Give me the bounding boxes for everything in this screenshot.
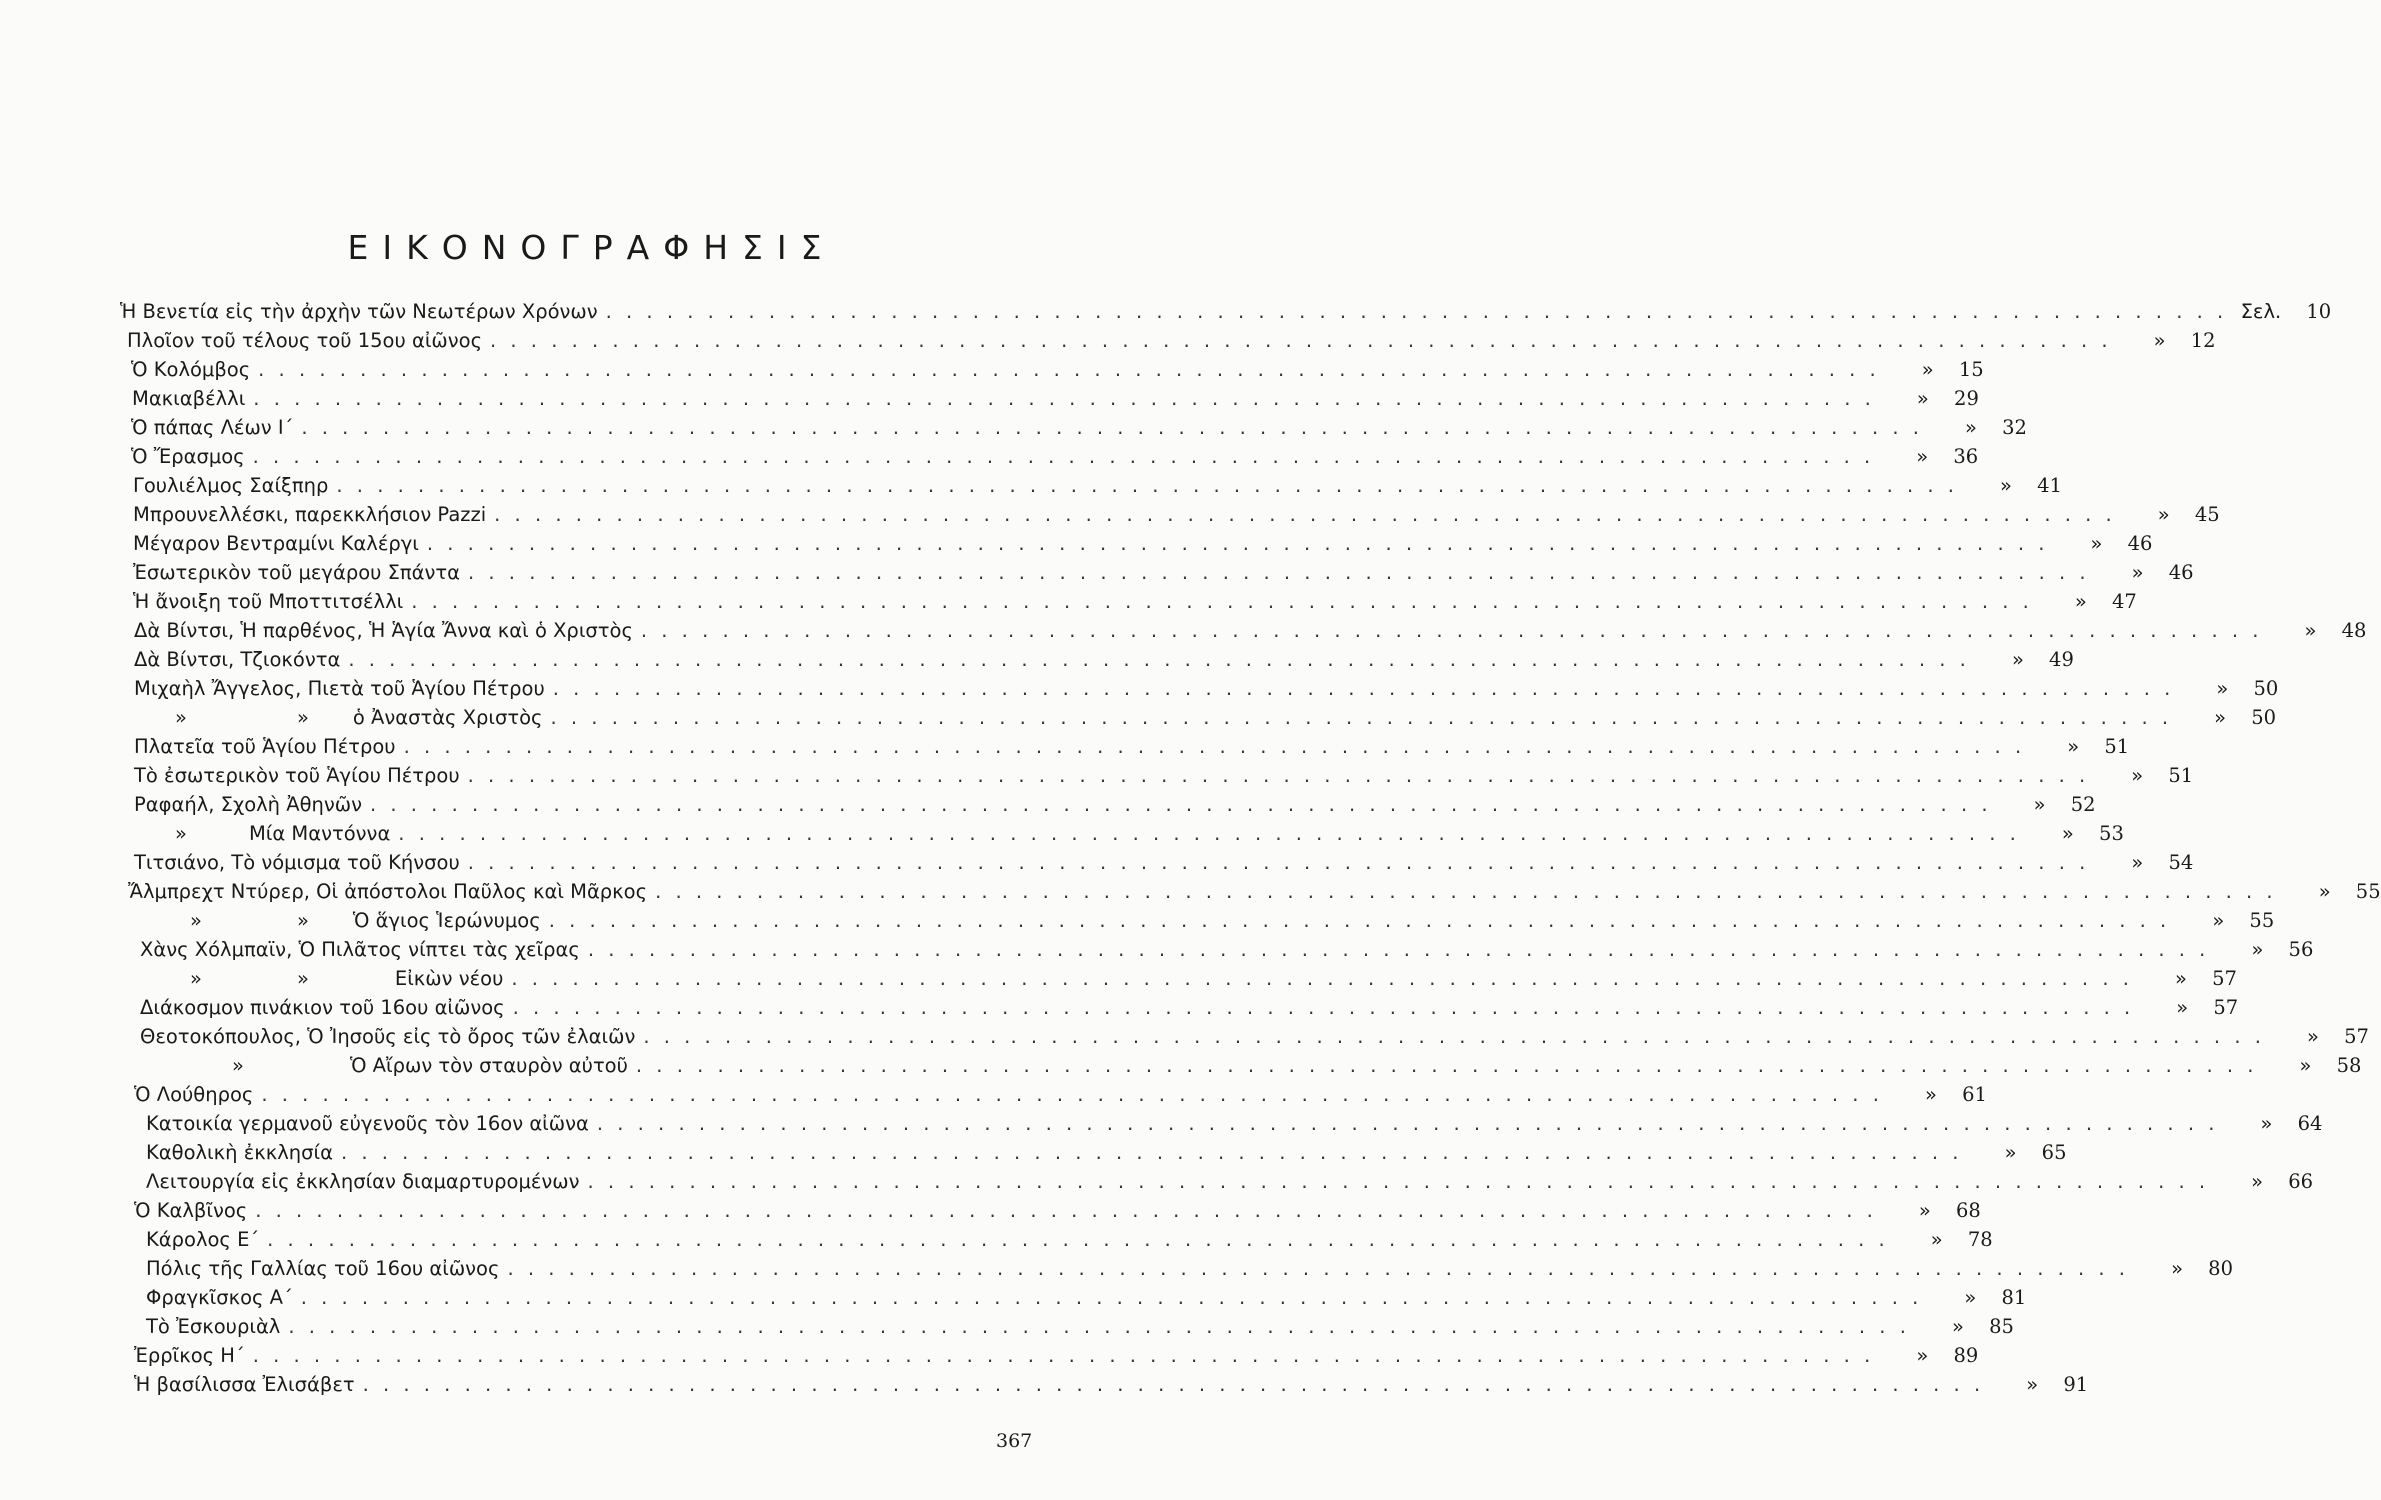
entry-title [146, 1257, 499, 1280]
list-item [134, 793, 2096, 822]
ditto-mark: » [2090, 532, 2103, 555]
ditto-mark: » [1965, 416, 1977, 439]
entry-page: 32 [2002, 416, 2027, 439]
entry-text: Ἐρρῖκος Η΄ [134, 1344, 245, 1367]
entry-page: 15 [1958, 358, 1984, 381]
dot-leader: . . . . . . . . . . . . . . . . . . . . . . . . . . . . . . . . . . . . . . . . . . . . . . . . . . . . . . . . . . . . . . . . . . . . . . . . . . . . . . . . [587, 938, 2210, 961]
ditto-mark: » [2157, 503, 2170, 526]
entry-text: Θεοτοκόπουλος, Ὁ Ἰησοῦς εἰς τὸ ὄρος τῶν ἐλαιῶν [140, 1025, 636, 1048]
entry-page: 56 [2288, 938, 2314, 961]
ditto-mark: » [2026, 1373, 2039, 1396]
ditto-mark: » [2131, 851, 2144, 874]
page-title: ΕΙΚΟΝΟΓΡΑΦΗΣΙΣ [347, 228, 836, 267]
entry-text: Φραγκῖσκος Α΄ [146, 1286, 293, 1309]
entry-page: 85 [1989, 1315, 2014, 1338]
dot-leader: . . . . . . . . . . . . . . . . . . . . . . . . . . . . . . . . . . . . . . . . . . . . . . . . . . . . . . . . . . . . . . . . . . . . . . . . . . . . . . . . [301, 416, 1923, 439]
entry-title [190, 909, 541, 932]
ditto-mark: » [2251, 1170, 2264, 1193]
list-item [146, 1228, 1993, 1257]
entry-page: 49 [2049, 648, 2074, 671]
entry-page: 29 [1954, 387, 1979, 410]
entry-title [134, 851, 460, 874]
dot-leader: . . . . . . . . . . . . . . . . . . . . . . . . . . . . . . . . . . . . . . . . . . . . . . . . . . . . . . . . . . . . . . . . . . . . . . . . . . . . . . . . [267, 1228, 1889, 1251]
list-item [134, 1083, 1987, 1112]
ditto-mark: » [2174, 967, 2187, 990]
entry-page: 51 [2168, 764, 2194, 787]
ditto-mark: » [2004, 1141, 2017, 1164]
dot-leader: . . . . . . . . . . . . . . . . . . . . . . . . . . . . . . . . . . . . . . . . . . . . . . . . . . . . . . . . . . . . . . . . . . . . . . . . . . . . . . . . [548, 909, 2171, 932]
ditto-mark: » [2061, 822, 2074, 845]
ditto-mark: » [1916, 387, 1929, 410]
entry-text: Πλατεῖα τοῦ Ἁγίου Πέτρου [134, 735, 396, 758]
dot-leader: . . . . . . . . . . . . . . . . . . . . . . . . . . . . . . . . . . . . . . . . . . . . . . . . . . . . . . . . . . . . . . . . . . . . . . . . . . . . . . . . [300, 1286, 1923, 1309]
dot-leader: . . . . . . . . . . . . . . . . . . . . . . . . . . . . . . . . . . . . . . . . . . . . . . . . . . . . . . . . . . . . . . . . . . . . . . . . . . . . . . . . [596, 1112, 2219, 1135]
entry-title [128, 880, 647, 903]
entry-title [146, 1170, 580, 1193]
dot-leader: . . . . . . . . . . . . . . . . . . . . . . . . . . . . . . . . . . . . . . . . . . . . . . . . . . . . . . . . . . . . . . . . . . . . . . . . . . . . . . . . [467, 764, 2090, 787]
dot-leader: . . . . . . . . . . . . . . . . . . . . . . . . . . . . . . . . . . . . . . . . . . . . . . . . . . . . . . . . . . . . . . . . . . . . . . . . . . . . . . . . [587, 1170, 2210, 1193]
ditto-mark: » [2318, 880, 2331, 903]
list-item [134, 648, 2074, 677]
entry-page: 80 [2208, 1257, 2233, 1280]
list-item [133, 532, 2153, 561]
dot-leader: . . . . . . . . . . . . . . . . . . . . . . . . . . . . . . . . . . . . . . . . . . . . . . . . . . . . . . . . . . . . . . . . . . . . . . . . . . . . . . . . [494, 503, 2116, 526]
entry-title [175, 706, 543, 729]
entry-title [140, 938, 580, 961]
ditto-mark: » [2171, 1257, 2183, 1280]
ditto-mark: » [2131, 561, 2144, 584]
entry-page: 89 [1953, 1344, 1979, 1367]
ditto-mark: Σελ. [2240, 300, 2282, 323]
entry-title [133, 532, 419, 555]
list-item [190, 909, 2275, 938]
entry-title [134, 735, 396, 758]
dot-leader: . . . . . . . . . . . . . . . . . . . . . . . . . . . . . . . . . . . . . . . . . . . . . . . . . . . . . . . . . . . . . . . . . . . . . . . . . . . . . . . . [253, 387, 1875, 410]
entry-text: » [296, 967, 309, 990]
entry-page: 58 [2336, 1054, 2362, 1077]
entry-text: » [190, 909, 202, 932]
dot-leader: . . . . . . . . . . . . . . . . . . . . . . . . . . . . . . . . . . . . . . . . . . . . . . . . . . . . . . . . . . . . . . . . . . . . . . . . . . . . . . . . [507, 1257, 2129, 1280]
list-item [131, 416, 2027, 445]
dot-leader: . . . . . . . . . . . . . . . . . . . . . . . . . . . . . . . . . . . . . . . . . . . . . . . . . . . . . . . . . . . . . . . . . . . . . . . . . . . . . . . . [369, 793, 1992, 816]
entry-text: Τιτσιάνο, Τὸ νόμισμα τοῦ Κήνσου [134, 851, 460, 874]
entry-page: 50 [2251, 706, 2277, 729]
entry-text: Τὸ ἐσωτερικὸν τοῦ Ἁγίου Πέτρου [134, 764, 460, 787]
entry-text: Μέγαρον Βεντραμίνι Καλέργι [133, 532, 419, 555]
ditto-mark: » [1918, 1199, 1931, 1222]
list-item [146, 1257, 2233, 1286]
entry-title [146, 1112, 589, 1135]
entry-text: Εἰκὼν νέου [394, 967, 504, 990]
dot-leader: . . . . . . . . . . . . . . . . . . . . . . . . . . . . . . . . . . . . . . . . . . . . . . . . . . . . . . . . . . . . . . . . . . . . . . . . . . . . . . . . [340, 1141, 1963, 1164]
entry-title [120, 300, 598, 323]
entry-text: ὁ Ἀναστὰς Χριστὸς [352, 706, 543, 729]
entry-title [134, 1199, 247, 1222]
ditto-mark: » [2304, 619, 2317, 642]
ditto-mark: » [2299, 1054, 2312, 1077]
entry-page: 55 [2355, 880, 2381, 903]
entry-text: Πόλις τῆς Γαλλίας τοῦ 16ου αἰῶνος [146, 1257, 500, 1280]
entry-text: Ραφαήλ, Σχολὴ Ἀθηνῶν [134, 793, 362, 816]
entry-page: 57 [2213, 996, 2239, 1019]
entry-page: 41 [2037, 474, 2062, 497]
dot-leader: . . . . . . . . . . . . . . . . . . . . . . . . . . . . . . . . . . . . . . . . . . . . . . . . . . . . . . . . . . . . . . . . . . . . . . . . . . . . . . . . [261, 1083, 1883, 1106]
entry-title [131, 445, 245, 468]
dot-leader: . . . . . . . . . . . . . . . . . . . . . . . . . . . . . . . . . . . . . . . . . . . . . . . . . . . . . . . . . . . . . . . . . . . . . . . . . . . . . . . . [255, 1199, 1877, 1222]
entry-text: Ἡ ἄνοιξη τοῦ Μποττιτσέλλι [133, 590, 404, 613]
ditto-mark: » [2260, 1112, 2273, 1135]
entry-text: Μπρουνελλέσκι, παρεκκλήσιον Pazzi [133, 503, 487, 526]
entry-title [232, 1054, 628, 1077]
list-item [134, 619, 2367, 648]
entry-text: Ἡ Βενετία εἰς τὴν ἀρχὴν τῶν Νεωτέρων Χρόνων [120, 300, 598, 323]
ditto-mark: » [2131, 764, 2144, 787]
entry-page: 47 [2111, 590, 2137, 613]
entry-title [127, 329, 482, 352]
dot-leader: . . . . . . . . . . . . . . . . . . . . . . . . . . . . . . . . . . . . . . . . . . . . . . . . . . . . . . . . . . . . . . . . . . . . . . . . . . . . . . . . [552, 677, 2175, 700]
dot-leader: . . . . . . . . . . . . . . . . . . . . . . . . . . . . . . . . . . . . . . . . . . . . . . . . . . . . . . . . . . . . . . . . . . . . . . . . . . . . . . . . [411, 590, 2033, 613]
list-item [132, 387, 1979, 416]
entry-title [175, 822, 390, 845]
entry-text: Ἐσωτερικὸν τοῦ μεγάρου Σπάντα [133, 561, 461, 584]
list-item [134, 735, 2130, 764]
ditto-mark: » [2212, 909, 2225, 932]
dot-leader: . . . . . . . . . . . . . . . . . . . . . . . . . . . . . . . . . . . . . . . . . . . . . . . . . . . . . . . . . . . . . . . . . . . . . . . . . . . . . . . . [640, 619, 2263, 642]
list-item [134, 851, 2194, 880]
list-item [140, 938, 2314, 967]
dot-leader: . . . . . . . . . . . . . . . . . . . . . . . . . . . . . . . . . . . . . . . . . . . . . . . . . . . . . . . . . . . . . . . . . . . . . . . . . . . . . . . . [288, 1315, 1910, 1338]
dot-leader: . . . . . . . . . . . . . . . . . . . . . . . . . . . . . . . . . . . . . . . . . . . . . . . . . . . . . . . . . . . . . . . . . . . . . . . . . . . . . . . . [511, 967, 2133, 990]
entry-title [131, 416, 293, 439]
entry-text: Ὁ ἅγιος Ἱερώνυμος [352, 909, 541, 932]
list-item [140, 996, 2239, 1025]
list-item [134, 1199, 1981, 1228]
entry-title [133, 561, 460, 584]
list-item [146, 1315, 2014, 1344]
ditto-mark: » [1964, 1286, 1977, 1309]
entry-text: Ὁ Καλβῖνος [134, 1199, 248, 1222]
list-item [146, 1141, 2067, 1170]
entry-page: 50 [2253, 677, 2279, 700]
list-item [131, 445, 1979, 474]
entry-page: 55 [2249, 909, 2275, 932]
dot-leader: . . . . . . . . . . . . . . . . . . . . . . . . . . . . . . . . . . . . . . . . . . . . . . . . . . . . . . . . . . . . . . . . . . . . . . . . . . . . . . . . [512, 996, 2135, 1019]
entry-text: Μακιαβέλλι [132, 387, 246, 410]
entry-text: Δὰ Βίντσι, Ἡ παρθένος, Ἡ Ἁγία Ἄννα καὶ ὁ Χριστὸς [134, 619, 633, 642]
list-item [140, 1025, 2369, 1054]
dot-leader: . . . . . . . . . . . . . . . . . . . . . . . . . . . . . . . . . . . . . . . . . . . . . . . . . . . . . . . . . . . . . . . . . . . . . . . . . . . . . . . . [252, 445, 1875, 468]
dot-leader: . . . . . . . . . . . . . . . . . . . . . . . . . . . . . . . . . . . . . . . . . . . . . . . . . . . . . . . . . . . . . . . . . . . . . . . . . . . . . . . . [362, 1373, 1985, 1396]
entry-page: 52 [2070, 793, 2096, 816]
entry-title [134, 677, 545, 700]
entry-title [146, 1286, 293, 1309]
entry-page: 51 [2104, 735, 2130, 758]
ditto-mark: » [2176, 996, 2189, 1019]
ditto-mark: » [1930, 1228, 1943, 1251]
entry-text: Ὁ Αἴρων τὸν σταυρὸν αὐτοῦ [349, 1054, 628, 1077]
dot-leader: . . . . . . . . . . . . . . . . . . . . . . . . . . . . . . . . . . . . . . . . . . . . . . . . . . . . . . . . . . . . . . . . . . . . . . . . . . . . . . . . [635, 1054, 2258, 1077]
dot-leader: . . . . . . . . . . . . . . . . . . . . . . . . . . . . . . . . . . . . . . . . . . . . . . . . . . . . . . . . . . . . . . . . . . . . . . . . . . . . . . . . [467, 851, 2090, 874]
ditto-mark: » [2306, 1025, 2319, 1048]
dot-leader: . . . . . . . . . . . . . . . . . . . . . . . . . . . . . . . . . . . . . . . . . . . . . . . . . . . . . . . . . . . . . . . . . . . . . . . . . . . . . . . . [258, 358, 1880, 381]
entry-title [133, 474, 328, 497]
dot-leader: . . . . . . . . . . . . . . . . . . . . . . . . . . . . . . . . . . . . . . . . . . . . . . . . . . . . . . . . . . . . . . . . . . . . . . . . . . . . . . . . [403, 735, 2026, 758]
entry-text: Ὁ πάπας Λέων Ι΄ [131, 416, 294, 439]
page-number: 367 [996, 1430, 1033, 1452]
entry-text: Μιχαὴλ Ἄγγελος, Πιετὰ τοῦ Ἁγίου Πέτρου [134, 677, 545, 700]
list-item [175, 822, 2124, 851]
entry-text: Χὰνς Χόλμπαϊν, Ὁ Πιλᾶτος νίπτει τὰς χεῖρας [140, 938, 580, 961]
dot-leader: . . . . . . . . . . . . . . . . . . . . . . . . . . . . . . . . . . . . . . . . . . . . . . . . . . . . . . . . . . . . . . . . . . . . . . . . . . . . . . . . [336, 474, 1958, 497]
entry-text: Γουλιέλμος Σαίξπηρ [133, 474, 329, 497]
entry-page: 54 [2168, 851, 2194, 874]
list-item [127, 329, 2216, 358]
entry-title [134, 764, 460, 787]
ditto-mark: » [2216, 677, 2229, 700]
entry-title [134, 648, 340, 671]
entry-text: Πλοῖον τοῦ τέλους τοῦ 15ου αἰῶνος [127, 329, 483, 352]
ditto-mark: » [2074, 590, 2087, 613]
list-item [146, 1286, 2027, 1315]
entry-text: » [175, 822, 187, 845]
list-item [120, 300, 2332, 329]
ditto-mark: » [2067, 735, 2080, 758]
dot-leader: . . . . . . . . . . . . . . . . . . . . . . . . . . . . . . . . . . . . . . . . . . . . . . . . . . . . . . . . . . . . . . . . . . . . . . . . . . . . . . . . [490, 329, 2112, 352]
ditto-mark: » [2011, 648, 2024, 671]
entry-text: » [296, 706, 309, 729]
entry-text: Δὰ Βίντσι, Τζιοκόντα [134, 648, 341, 671]
ditto-mark: » [1924, 1083, 1937, 1106]
entry-text: Λειτουργία εἰς ἐκκλησίαν διαμαρτυρομένων [146, 1170, 580, 1193]
dot-leader: . . . . . . . . . . . . . . . . . . . . . . . . . . . . . . . . . . . . . . . . . . . . . . . . . . . . . . . . . . . . . . . . . . . . . . . . . . . . . . . . [655, 880, 2277, 903]
list-item [133, 503, 2220, 532]
dot-leader: . . . . . . . . . . . . . . . . . . . . . . . . . . . . . . . . . . . . . . . . . . . . . . . . . . . . . . . . . . . . . . . . . . . . . . . . . . . . . . . . [468, 561, 2090, 584]
list-item [175, 706, 2277, 735]
entry-text: Τὸ Ἐσκουριὰλ [146, 1315, 281, 1338]
dot-leader: . . . . . . . . . . . . . . . . . . . . . . . . . . . . . . . . . . . . . . . . . . . . . . . . . . . . . . . . . . . . . . . . . . . . . . . . . . . . . . . . [643, 1025, 2265, 1048]
entry-page: 81 [2001, 1286, 2027, 1309]
entry-page: 57 [2344, 1025, 2369, 1048]
entry-page: 45 [2194, 503, 2220, 526]
entry-text: Καθολικὴ ἐκκλησία [146, 1141, 333, 1164]
entry-title [140, 1025, 635, 1048]
entry-title [134, 793, 362, 816]
ditto-mark: » [2153, 329, 2166, 352]
ditto-mark: » [2214, 706, 2227, 729]
list-item [133, 474, 2062, 503]
entry-title [190, 967, 503, 990]
list-item [134, 1344, 1979, 1373]
ditto-mark: » [2251, 938, 2264, 961]
ditto-mark: » [1921, 358, 1934, 381]
list-item [131, 358, 1984, 387]
entry-text: Κάρολος Ε΄ [146, 1228, 260, 1251]
entry-text: » [175, 706, 187, 729]
dot-leader: . . . . . . . . . . . . . . . . . . . . . . . . . . . . . . . . . . . . . . . . . . . . . . . . . . . . . . . . . . . . . . . . . . . . . . . . . . . . . . . . [426, 532, 2049, 555]
list-item [134, 677, 2279, 706]
entry-page: 64 [2297, 1112, 2323, 1135]
entry-text: Ὁ Ἔρασμος [131, 445, 245, 468]
dot-leader: . . . . . . . . . . . . . . . . . . . . . . . . . . . . . . . . . . . . . . . . . . . . . . . . . . . . . . . . . . . . . . . . . . . . . . . . . . . . . . . . [252, 1344, 1875, 1367]
entry-text: Μία Μαντόννα [248, 822, 391, 845]
entry-page: 46 [2127, 532, 2153, 555]
ditto-mark: » [1916, 445, 1929, 468]
entry-page: 65 [2041, 1141, 2067, 1164]
entry-title [133, 503, 486, 526]
entry-title [131, 358, 250, 381]
entry-text: » [232, 1054, 244, 1077]
entry-page: 61 [1962, 1083, 1987, 1106]
entry-title [146, 1228, 259, 1251]
entry-title [146, 1315, 280, 1338]
entry-text: » [190, 967, 202, 990]
ditto-mark: » [2000, 474, 2012, 497]
entry-page: 57 [2212, 967, 2237, 990]
list-item [134, 764, 2194, 793]
entry-text: Ἄλμπρεχτ Ντύρερ, Οἱ ἀπόστολοι Παῦλος καὶ Μᾶρκος [128, 880, 648, 903]
entry-title [134, 619, 633, 642]
list-item [146, 1170, 2314, 1199]
entry-page: 68 [1955, 1199, 1981, 1222]
entry-title [134, 1344, 245, 1367]
entry-page: 53 [2099, 822, 2124, 845]
entry-title [133, 590, 403, 613]
entry-page: 46 [2168, 561, 2194, 584]
ditto-mark: » [2033, 793, 2046, 816]
list-item [134, 1373, 2089, 1402]
entry-title [140, 996, 505, 1019]
entry-text: Κατοικία γερμανοῦ εὐγενοῦς τὸν 16ον αἰῶνα [146, 1112, 589, 1135]
entry-page: 78 [1967, 1228, 1993, 1251]
ditto-mark: » [1951, 1315, 1964, 1338]
entry-text: » [296, 909, 309, 932]
entry-text: Ἡ βασίλισσα Ἐλισάβετ [134, 1373, 355, 1396]
list-item [232, 1054, 2362, 1083]
entry-title [132, 387, 245, 410]
entry-page: 91 [2063, 1373, 2089, 1396]
entry-text: Διάκοσμον πινάκιον τοῦ 16ου αἰῶνος [140, 996, 505, 1019]
entry-page: 10 [2306, 300, 2332, 323]
list-item [133, 590, 2137, 619]
dot-leader: . . . . . . . . . . . . . . . . . . . . . . . . . . . . . . . . . . . . . . . . . . . . . . . . . . . . . . . . . . . . . . . . . . . . . . . . . . . . . . . . [605, 300, 2228, 323]
dot-leader: . . . . . . . . . . . . . . . . . . . . . . . . . . . . . . . . . . . . . . . . . . . . . . . . . . . . . . . . . . . . . . . . . . . . . . . . . . . . . . . . [550, 706, 2173, 729]
entry-page: 36 [1953, 445, 1979, 468]
dot-leader: . . . . . . . . . . . . . . . . . . . . . . . . . . . . . . . . . . . . . . . . . . . . . . . . . . . . . . . . . . . . . . . . . . . . . . . . . . . . . . . . [348, 648, 1970, 671]
list-item [190, 967, 2237, 996]
entry-title [146, 1141, 333, 1164]
dot-leader: . . . . . . . . . . . . . . . . . . . . . . . . . . . . . . . . . . . . . . . . . . . . . . . . . . . . . . . . . . . . . . . . . . . . . . . . . . . . . . . . [398, 822, 2020, 845]
entry-title [134, 1083, 253, 1106]
list-item [133, 561, 2194, 590]
list-item [128, 880, 2381, 909]
entry-text: Ὁ Λούθηρος [134, 1083, 254, 1106]
entry-page: 66 [2288, 1170, 2314, 1193]
ditto-mark: » [1916, 1344, 1929, 1367]
entry-text: Ὁ Κολόμβος [131, 358, 251, 381]
entry-title [134, 1373, 355, 1396]
entry-page: 12 [2190, 329, 2216, 352]
list-item [146, 1112, 2323, 1141]
entry-page: 48 [2341, 619, 2367, 642]
